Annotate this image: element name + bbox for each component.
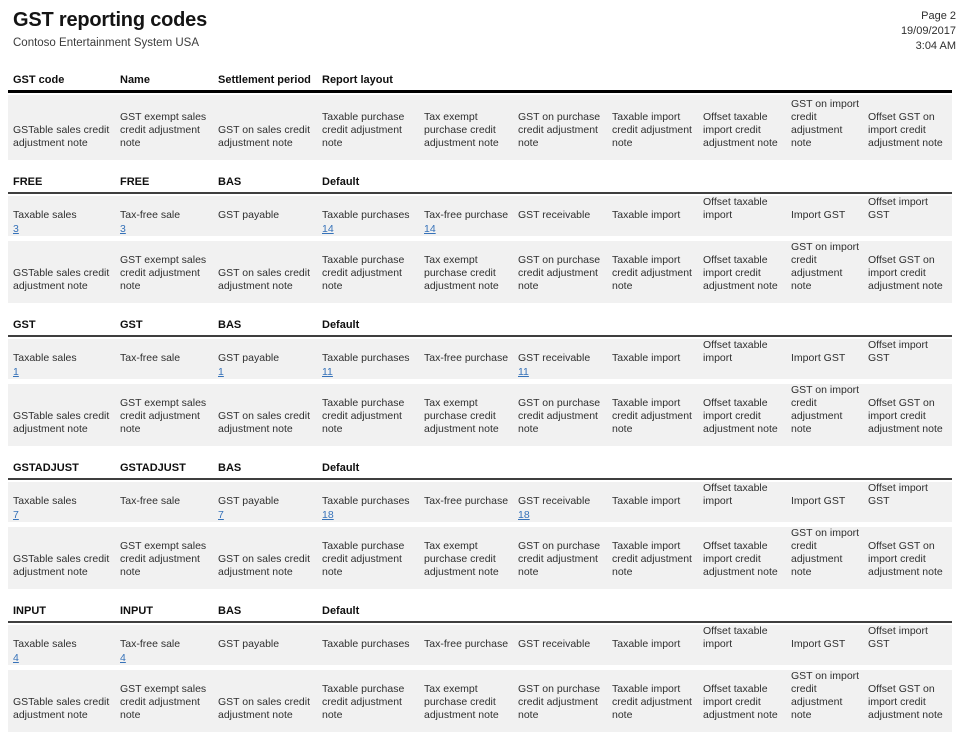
adjustment-label: Tax exempt purchase credit adjustment note [424, 397, 499, 435]
adjustment-cell [13, 241, 120, 303]
section-divider [8, 192, 952, 194]
adjustment-label: Offset GST on import credit adjustment note [868, 254, 943, 292]
detail-label: Taxable import [612, 352, 681, 364]
detail-label: Taxable purchases [322, 209, 410, 221]
adjustment-label: GST on sales credit adjustment note [218, 410, 311, 435]
detail-cell [120, 482, 218, 527]
adjustment-label: Taxable purchase credit adjustment note [322, 540, 405, 578]
sections [8, 176, 952, 732]
section-name: GST [120, 319, 143, 331]
link-slot [218, 222, 316, 237]
detail-cell [612, 625, 703, 670]
adjustment-cell [218, 670, 322, 732]
adjustment-label: Taxable purchase credit adjustment note [322, 111, 405, 149]
adjustment-cell [424, 241, 518, 303]
detail-row [8, 482, 952, 522]
adjustment-cell [703, 670, 791, 732]
adjustment-label: GSTable sales credit adjustment note [13, 410, 110, 435]
adjustment-label: Tax exempt purchase credit adjustment note [424, 540, 499, 578]
adjustment-label: GST on import credit adjustment note [791, 527, 860, 578]
detail-label: GST payable [218, 495, 280, 507]
column-header-settlement-period: Settlement period [218, 74, 311, 86]
adjustment-cell [322, 241, 424, 303]
detail-cell [868, 339, 952, 384]
transaction-count-link[interactable]: 18 [322, 509, 334, 521]
transaction-count-link[interactable]: 3 [13, 223, 19, 235]
adjustment-row [8, 527, 952, 589]
adjustment-label: GST on purchase credit adjustment note [518, 683, 601, 721]
detail-label: Tax-free purchase [424, 209, 509, 221]
report-body [8, 95, 952, 732]
section-settlement-period: BAS [218, 319, 242, 331]
adjustment-cell [322, 670, 424, 732]
detail-label: Offset import GST [868, 339, 928, 364]
adjustment-label: GST on import credit adjustment note [791, 670, 860, 721]
detail-cell [791, 482, 868, 527]
section-settlement-period: BAS [218, 462, 242, 474]
detail-label: Offset import GST [868, 482, 928, 507]
adjustment-cell [612, 527, 703, 589]
adjustment-label: Taxable import credit adjustment note [612, 540, 692, 578]
section-header-row [8, 462, 952, 475]
detail-label: Tax-free purchase [424, 352, 509, 364]
detail-cell [322, 482, 424, 527]
column-header-divider [8, 90, 952, 93]
section-settlement-period: BAS [218, 176, 242, 188]
adjustment-cell [791, 527, 868, 589]
section-header-row [8, 319, 952, 332]
detail-cell [703, 339, 791, 384]
adjustment-cell [13, 670, 120, 732]
transaction-count-link[interactable]: 14 [322, 223, 334, 235]
adjustment-label: Offset taxable import credit adjustment note [703, 111, 778, 149]
adjustment-cell [612, 384, 703, 446]
detail-label: Taxable sales [13, 495, 77, 507]
link-slot [703, 508, 785, 523]
link-slot [868, 222, 946, 237]
adjustment-label: Tax exempt purchase credit adjustment note [424, 683, 499, 721]
detail-cell [612, 482, 703, 527]
adjustment-cell [424, 527, 518, 589]
detail-cell [868, 625, 952, 670]
section-divider [8, 621, 952, 623]
section-header-row [8, 605, 952, 618]
section-gst-code: GSTADJUST [13, 462, 79, 474]
adjustment-label: Taxable import credit adjustment note [612, 397, 692, 435]
adjustment-label: Offset taxable import credit adjustment note [703, 254, 778, 292]
detail-label: Offset taxable import [703, 339, 768, 364]
adjustment-label: Taxable purchase credit adjustment note [322, 254, 405, 292]
link-slot [791, 222, 862, 237]
detail-label: GST receivable [518, 638, 591, 650]
adjustment-label: GSTable sales credit adjustment note [13, 553, 110, 578]
detail-label: Taxable sales [13, 352, 77, 364]
transaction-count-link[interactable]: 4 [120, 652, 126, 664]
adjustment-cell [424, 95, 518, 160]
adjustment-cell [120, 527, 218, 589]
link-slot [791, 651, 862, 666]
adjustment-cell [13, 527, 120, 589]
adjustment-cell [218, 384, 322, 446]
adjustment-cell [868, 670, 952, 732]
detail-label: GST receivable [518, 209, 591, 221]
page-number: Page 2 [921, 10, 956, 22]
adjustment-label: Offset GST on import credit adjustment note [868, 540, 943, 578]
detail-label: Tax-free sale [120, 495, 181, 507]
adjustment-label: GST exempt sales credit adjustment note [120, 254, 207, 292]
detail-cell [13, 196, 120, 241]
report-date: 19/09/2017 [900, 25, 956, 37]
adjustment-cell [791, 241, 868, 303]
detail-cell [518, 625, 612, 670]
link-slot [120, 651, 212, 666]
adjustment-label: GST on import credit adjustment note [791, 241, 860, 292]
detail-label: Taxable purchases [322, 495, 410, 507]
detail-label: GST receivable [518, 495, 591, 507]
adjustment-label: GST on purchase credit adjustment note [518, 254, 601, 292]
adjustment-label: GST exempt sales credit adjustment note [120, 540, 207, 578]
link-slot [13, 365, 114, 380]
detail-cell [218, 625, 322, 670]
detail-cell [120, 625, 218, 670]
detail-cell [424, 196, 518, 241]
transaction-count-link[interactable]: 7 [13, 509, 19, 521]
adjustment-label: GST on purchase credit adjustment note [518, 540, 601, 578]
detail-cell [703, 625, 791, 670]
gst-code-section [8, 176, 952, 303]
link-slot [120, 222, 212, 237]
section-name: GSTADJUST [120, 462, 186, 474]
adjustment-label: GST on sales credit adjustment note [218, 696, 311, 721]
adjustment-label: Taxable import credit adjustment note [612, 683, 692, 721]
detail-label: Offset taxable import [703, 482, 768, 507]
detail-cell [424, 339, 518, 384]
detail-cell [703, 196, 791, 241]
link-slot [518, 365, 606, 380]
transaction-count-link[interactable]: 18 [518, 509, 530, 521]
link-slot [868, 365, 946, 380]
detail-cell [120, 196, 218, 241]
adjustment-cell [868, 95, 952, 160]
section-report-layout: Default [322, 462, 360, 474]
detail-label: Taxable import [612, 638, 681, 650]
link-slot [424, 508, 512, 523]
transaction-count-link[interactable]: 1 [13, 366, 19, 378]
detail-cell [218, 482, 322, 527]
detail-row [8, 625, 952, 665]
link-slot [13, 222, 114, 237]
link-slot [322, 222, 418, 237]
link-slot [218, 508, 316, 523]
detail-cell [218, 196, 322, 241]
detail-cell [791, 625, 868, 670]
detail-label: Import GST [791, 352, 846, 364]
gst-code-section [8, 319, 952, 446]
detail-label: Taxable purchases [322, 352, 410, 364]
link-slot [868, 508, 946, 523]
adjustment-cell [120, 95, 218, 160]
adjustment-cell [218, 95, 322, 160]
detail-cell [518, 196, 612, 241]
adjustment-label: Offset GST on import credit adjustment note [868, 397, 943, 435]
transaction-count-link[interactable]: 14 [424, 223, 436, 235]
link-slot [424, 651, 512, 666]
detail-label: Offset import GST [868, 196, 928, 221]
adjustment-label: Tax exempt purchase credit adjustment note [424, 111, 499, 149]
adjustment-label: Taxable purchase credit adjustment note [322, 397, 405, 435]
section-gst-code: INPUT [13, 605, 46, 617]
adjustment-cell [612, 670, 703, 732]
link-slot [120, 508, 212, 523]
adjustment-label: GST on sales credit adjustment note [218, 553, 311, 578]
section-divider [8, 335, 952, 337]
adjustment-cell [703, 241, 791, 303]
section-name: FREE [120, 176, 150, 188]
adjustment-label: GST on import credit adjustment note [791, 98, 860, 149]
link-slot [868, 651, 946, 666]
adjustment-row [8, 670, 952, 732]
adjustment-label: GST exempt sales credit adjustment note [120, 683, 207, 721]
detail-label: Taxable import [612, 495, 681, 507]
detail-cell [218, 339, 322, 384]
transaction-count-link[interactable]: 1 [218, 366, 224, 378]
detail-cell [322, 339, 424, 384]
column-header-gst-code: GST code [13, 74, 65, 86]
detail-label: Taxable sales [13, 209, 77, 221]
adjustment-cell [518, 527, 612, 589]
adjustment-cell [13, 384, 120, 446]
page-meta [901, 9, 956, 54]
adjustment-cell [518, 241, 612, 303]
detail-row [8, 196, 952, 236]
detail-cell [868, 482, 952, 527]
adjustment-cell [703, 95, 791, 160]
detail-cell [13, 482, 120, 527]
link-slot [612, 508, 697, 523]
adjustment-cell [13, 95, 120, 160]
detail-cell [612, 196, 703, 241]
detail-row [8, 339, 952, 379]
detail-label: Offset taxable import [703, 625, 768, 650]
adjustment-label: Offset taxable import credit adjustment note [703, 397, 778, 435]
adjustment-cell [868, 241, 952, 303]
section-header-row [8, 176, 952, 189]
adjustment-row [8, 241, 952, 303]
detail-label: Tax-free sale [120, 352, 181, 364]
adjustment-label: GST on sales credit adjustment note [218, 267, 311, 292]
link-slot [791, 508, 862, 523]
link-slot [424, 222, 512, 237]
detail-label: Taxable import [612, 209, 681, 221]
detail-cell [424, 625, 518, 670]
adjustment-label: Tax exempt purchase credit adjustment note [424, 254, 499, 292]
link-slot [13, 651, 114, 666]
adjustment-label: GST on purchase credit adjustment note [518, 111, 601, 149]
detail-label: Offset import GST [868, 625, 928, 650]
section-report-layout: Default [322, 176, 360, 188]
section-gst-code: FREE [13, 176, 43, 188]
transaction-count-link[interactable]: 11 [322, 366, 333, 378]
adjustment-label: Taxable purchase credit adjustment note [322, 683, 405, 721]
adjustment-label: GST exempt sales credit adjustment note [120, 111, 207, 149]
section-report-layout: Default [322, 605, 360, 617]
transaction-count-link[interactable]: 4 [13, 652, 19, 664]
adjustment-cell [791, 670, 868, 732]
adjustment-cell [703, 384, 791, 446]
section-report-layout: Default [322, 319, 360, 331]
section-name: INPUT [120, 605, 153, 617]
adjustment-cell [218, 527, 322, 589]
detail-label: GST payable [218, 638, 280, 650]
detail-label: Offset taxable import [703, 196, 768, 221]
transaction-count-link[interactable]: 7 [218, 509, 224, 521]
adjustment-label: Offset GST on import credit adjustment note [868, 683, 943, 721]
link-slot [612, 365, 697, 380]
adjustment-label: GSTable sales credit adjustment note [13, 124, 110, 149]
adjustment-label: GST on import credit adjustment note [791, 384, 860, 435]
link-slot [518, 651, 606, 666]
adjustment-cell [612, 241, 703, 303]
detail-label: Import GST [791, 209, 846, 221]
adjustment-label: GSTable sales credit adjustment note [13, 267, 110, 292]
adjustment-cell [322, 527, 424, 589]
link-slot [518, 508, 606, 523]
adjustment-cell [218, 241, 322, 303]
link-slot [120, 365, 212, 380]
link-slot [13, 508, 114, 523]
detail-cell [13, 339, 120, 384]
section-settlement-period: BAS [218, 605, 242, 617]
continuation-adjustment-row [8, 95, 952, 160]
adjustment-label: GST on sales credit adjustment note [218, 124, 311, 149]
section-divider [8, 478, 952, 480]
detail-cell [518, 482, 612, 527]
adjustment-cell [120, 241, 218, 303]
link-slot [322, 365, 418, 380]
detail-label: Tax-free sale [120, 209, 181, 221]
detail-cell [322, 196, 424, 241]
link-slot [218, 651, 316, 666]
detail-cell [791, 196, 868, 241]
adjustment-cell [518, 384, 612, 446]
adjustment-cell [120, 670, 218, 732]
adjustment-cell [612, 95, 703, 160]
gst-code-section [8, 462, 952, 589]
detail-label: Taxable sales [13, 638, 77, 650]
link-slot [703, 222, 785, 237]
adjustment-cell [120, 384, 218, 446]
section-gst-code: GST [13, 319, 36, 331]
detail-label: Tax-free purchase [424, 638, 509, 650]
link-slot [612, 222, 697, 237]
adjustment-label: Taxable import credit adjustment note [612, 111, 692, 149]
adjustment-cell [424, 384, 518, 446]
link-slot [612, 651, 697, 666]
link-slot [518, 222, 606, 237]
adjustment-label: GST exempt sales credit adjustment note [120, 397, 207, 435]
detail-label: Tax-free purchase [424, 495, 509, 507]
link-slot [322, 651, 418, 666]
adjustment-cell [518, 95, 612, 160]
link-slot [218, 365, 316, 380]
adjustment-cell [791, 95, 868, 160]
adjustment-cell [518, 670, 612, 732]
gst-code-section [8, 605, 952, 732]
detail-label: GST payable [218, 209, 280, 221]
company-name: Contoso Entertainment System USA [13, 37, 199, 49]
transaction-count-link[interactable]: 11 [518, 366, 529, 378]
detail-cell [322, 625, 424, 670]
adjustment-label: Offset GST on import credit adjustment note [868, 111, 943, 149]
column-header-name: Name [120, 74, 150, 86]
adjustment-cell [868, 384, 952, 446]
adjustment-cell [322, 384, 424, 446]
detail-cell [791, 339, 868, 384]
detail-label: GST payable [218, 352, 280, 364]
adjustment-cell [703, 527, 791, 589]
detail-cell [120, 339, 218, 384]
adjustment-label: Offset taxable import credit adjustment note [703, 540, 778, 578]
detail-label: Import GST [791, 495, 846, 507]
transaction-count-link[interactable]: 3 [120, 223, 126, 235]
column-header-report-layout: Report layout [322, 74, 393, 86]
detail-cell [612, 339, 703, 384]
adjustment-row [8, 384, 952, 446]
detail-label: Taxable purchases [322, 638, 410, 650]
link-slot [703, 651, 785, 666]
link-slot [424, 365, 512, 380]
detail-cell [13, 625, 120, 670]
detail-label: Import GST [791, 638, 846, 650]
adjustment-label: Offset taxable import credit adjustment note [703, 683, 778, 721]
adjustment-cell [322, 95, 424, 160]
detail-cell [424, 482, 518, 527]
detail-cell [868, 196, 952, 241]
link-slot [703, 365, 785, 380]
report-time: 3:04 AM [915, 40, 956, 52]
column-header-row [8, 74, 952, 86]
detail-cell [518, 339, 612, 384]
adjustment-label: GSTable sales credit adjustment note [13, 696, 110, 721]
adjustment-cell [424, 670, 518, 732]
detail-label: GST receivable [518, 352, 591, 364]
link-slot [791, 365, 862, 380]
detail-cell [703, 482, 791, 527]
adjustment-label: GST on purchase credit adjustment note [518, 397, 601, 435]
link-slot [322, 508, 418, 523]
adjustment-label: Taxable import credit adjustment note [612, 254, 692, 292]
detail-label: Tax-free sale [120, 638, 181, 650]
page-title: GST reporting codes [13, 9, 208, 31]
adjustment-cell [868, 527, 952, 589]
adjustment-cell [791, 384, 868, 446]
